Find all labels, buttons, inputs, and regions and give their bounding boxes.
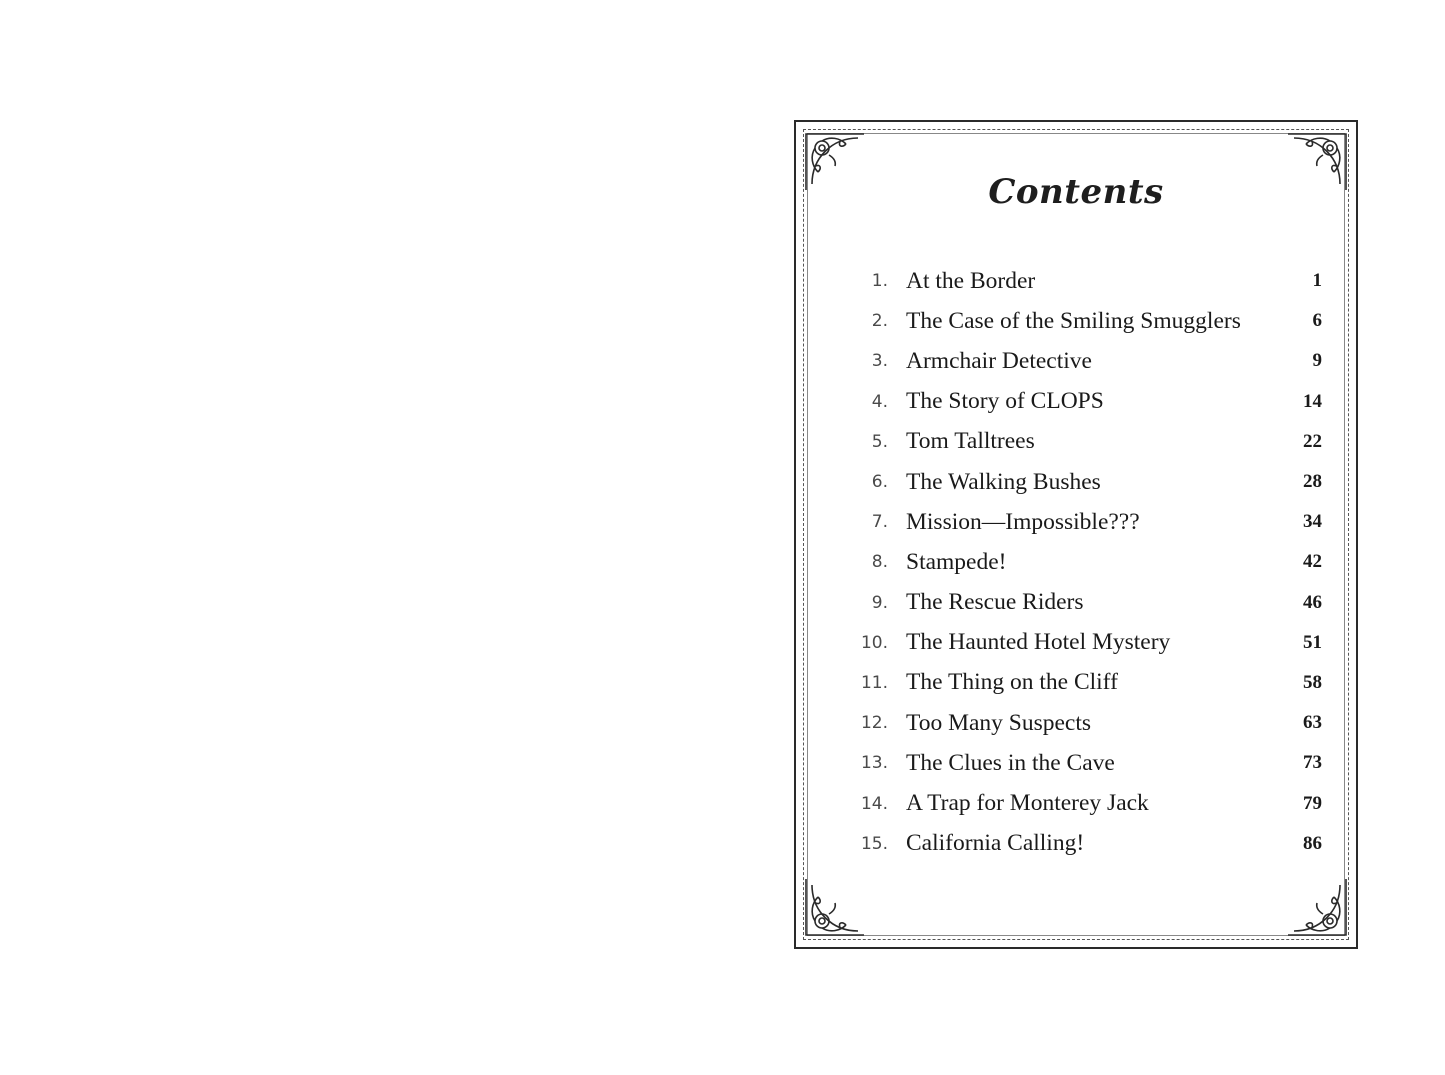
page-number: 1 — [1312, 270, 1322, 292]
toc-entry[interactable] — [842, 341, 1322, 381]
chapter-number: 14. — [860, 793, 888, 814]
toc-entry[interactable] — [842, 301, 1322, 341]
toc-entry[interactable] — [842, 663, 1322, 703]
chapter-number: 15. — [860, 833, 888, 854]
chapter-number: 9. — [871, 592, 888, 613]
toc-entry[interactable] — [842, 783, 1322, 823]
chapter-title: Tom Talltrees — [906, 428, 1035, 455]
toc-entry[interactable] — [842, 462, 1322, 502]
page-number: 28 — [1303, 471, 1322, 493]
toc-entry[interactable] — [842, 542, 1322, 582]
chapter-number: 2. — [871, 311, 888, 332]
chapter-title: Too Many Suspects — [906, 709, 1092, 736]
page-number: 51 — [1303, 631, 1322, 653]
chapter-title: The Haunted Hotel Mystery — [906, 629, 1171, 656]
page-number: 63 — [1303, 712, 1322, 734]
page-number: 6 — [1312, 310, 1322, 332]
ornament-corner-bottom-left-icon — [802, 871, 872, 941]
page-number: 22 — [1303, 430, 1322, 452]
chapter-number: 5. — [871, 431, 888, 452]
toc-entry[interactable] — [842, 261, 1322, 301]
chapter-title: The Thing on the Cliff — [906, 669, 1118, 696]
chapter-title: Mission—Impossible??? — [906, 508, 1140, 535]
chapter-number: 1. — [871, 271, 888, 292]
toc-entry[interactable] — [842, 422, 1322, 462]
chapter-title: The Story of CLOPS — [906, 388, 1104, 415]
chapter-number: 3. — [871, 351, 888, 372]
contents-page — [794, 120, 1358, 949]
chapter-title: A Trap for Monterey Jack — [906, 790, 1149, 817]
chapter-title: The Rescue Riders — [906, 589, 1084, 616]
chapter-number: 10. — [860, 632, 888, 653]
page-number: 14 — [1303, 390, 1322, 412]
chapter-title: At the Border — [906, 267, 1036, 294]
chapter-number: 7. — [871, 512, 888, 533]
page-number: 86 — [1303, 832, 1322, 854]
toc-entry[interactable] — [842, 502, 1322, 542]
toc-entry[interactable] — [842, 824, 1322, 864]
chapter-title: The Case of the Smiling Smugglers — [906, 307, 1241, 334]
table-of-contents — [842, 261, 1322, 864]
chapter-title: Stampede! — [906, 548, 1007, 575]
chapter-title: Armchair Detective — [906, 347, 1092, 374]
page-number: 9 — [1312, 350, 1322, 372]
chapter-number: 8. — [871, 552, 888, 573]
page-number: 73 — [1303, 752, 1322, 774]
toc-entry[interactable] — [842, 703, 1322, 743]
ornament-corner-bottom-right-icon — [1280, 871, 1350, 941]
page-number: 42 — [1303, 551, 1322, 573]
chapter-title: California Calling! — [906, 830, 1085, 857]
chapter-title: The Clues in the Cave — [906, 749, 1115, 776]
page-number: 58 — [1303, 671, 1322, 693]
page-number: 79 — [1303, 792, 1322, 814]
chapter-number: 6. — [871, 472, 888, 493]
toc-entry[interactable] — [842, 623, 1322, 663]
chapter-number: 4. — [871, 391, 888, 412]
toc-entry[interactable] — [842, 743, 1322, 783]
page-number: 46 — [1303, 591, 1322, 613]
chapter-number: 11. — [860, 672, 888, 693]
page-title: Contents — [988, 172, 1164, 212]
chapter-number: 12. — [860, 713, 888, 734]
chapter-title: The Walking Bushes — [906, 468, 1101, 495]
toc-entry[interactable] — [842, 583, 1322, 623]
toc-entry[interactable] — [842, 382, 1322, 422]
chapter-number: 13. — [860, 753, 888, 774]
page-number: 34 — [1303, 511, 1322, 533]
